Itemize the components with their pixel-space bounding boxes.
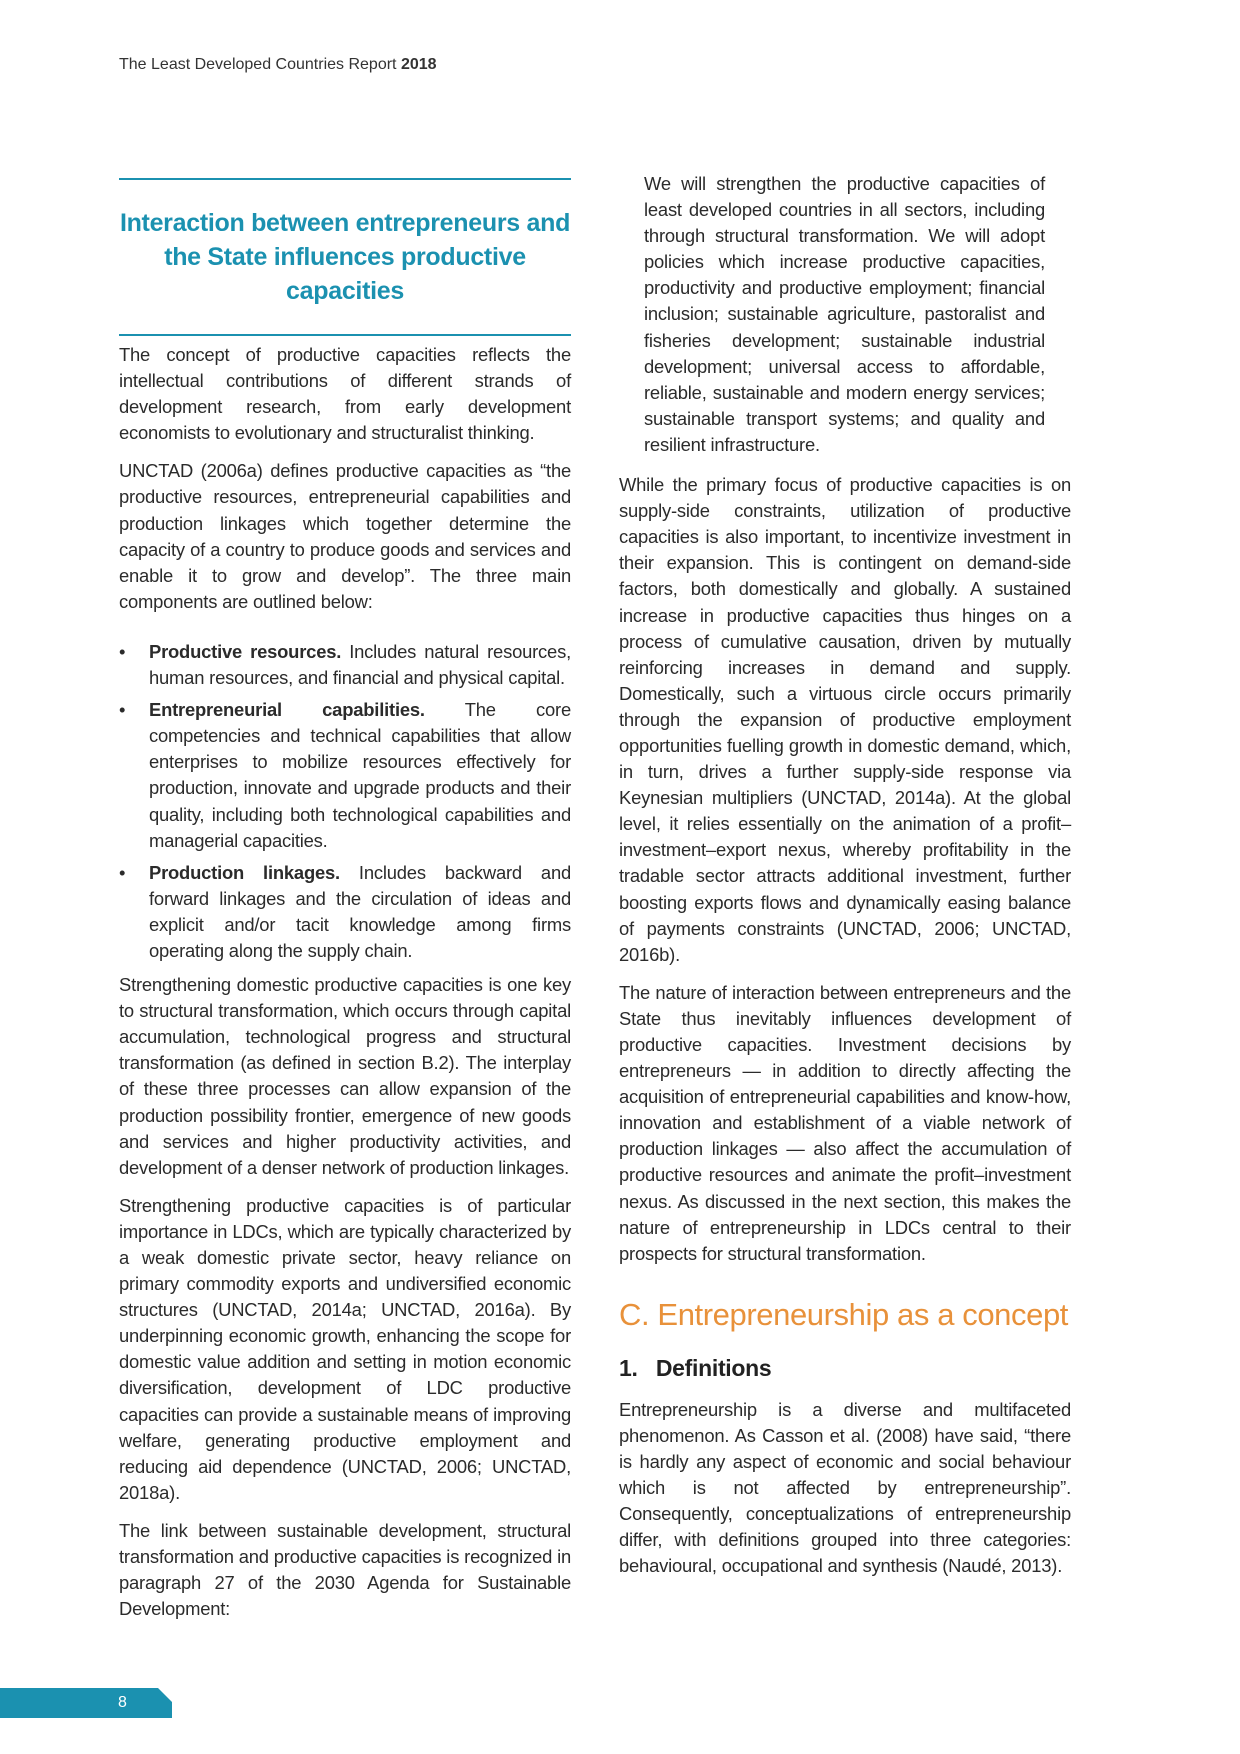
paragraph: Strengthening productive capacities is of particular importance in LDCs, which are typically characterized by a weak domestic private sector, heavy reliance on primary commodity exports and undiversified economic structures (UNCTAD, 2014a; UNCTAD, 2016a). By underpinning economic growth, enhancing the scope for domestic value addition and setting in motion economic diversification, development of LDC productive capacities can provide a sustainable means of improving welfare, generating productive employment and reducing aid dependence (UNCTAD, 2006; UNCTAD, 2018a). <box>119 1194 571 1503</box>
running-header <box>119 56 437 74</box>
list-item-term: Productive resources. <box>149 640 342 662</box>
paragraph: Strengthening domestic productive capacities is one key to structural transformation, which occurs through capital accumulation, technological progress and structural transformation (as defined in section B.2). The interplay of these three processes can allow expansion of the production possibility frontier, emergence of new goods and services and higher productivity activities, and development of a denser network of production linkages. <box>119 974 571 1178</box>
box-bottom-rule <box>119 334 571 336</box>
bullet-icon: • <box>119 640 126 662</box>
list-item-text: The core competencies and technical capabilities that allow enterprises to mobilize resources effectively for production, innovate and upgrade products and their quality, including both technological capabilities and managerial capacities. <box>149 699 571 851</box>
paragraph: While the primary focus of productive capacities is on supply-side constraints, utilization of productive capacities is also important, to incentivize investment in their expansion. This is contingent on demand-side factors, both domestically and globally. A sustained increase in productive capacities thus hinges on a process of cumulative causation, driven by mutually reinforcing increases in demand and supply. Domestically, such a virtuous circle occurs primarily through the expansion of productive employment opportunities fuelling growth in domestic demand, which, in turn, drives a further supply-side response via Keynesian multipliers (UNCTAD, 2014a). At the global level, it relies essentially on the animation of a profit–investment–export nexus, whereby profitability in the tradable sector attracts additional investment, further boosting exports flows and dynamically easing balance of payments constraints (UNCTAD, 2006; UNCTAD, 2016b). <box>619 474 1071 965</box>
bullet-icon: • <box>119 861 126 883</box>
paragraph: UNCTAD (2006a) defines productive capacities as “the productive resources, entrepreneurial capabilities and production linkages which together determine the capacity of a country to produce goods and services and enable it to grow and develop”. The three main components are outlined below: <box>119 460 571 612</box>
paragraph: The nature of interaction between entrepreneurs and the State thus inevitably influences development of productive capacities. Investment decisions by entrepreneurs — in addition to directly affecting the acquisition of entrepreneurial capabilities and know-how, innovation and establishment of a viable network of production linkages — also affect the accumulation of productive resources and animate the profit–investment nexus. As discussed in the next section, this makes the nature of entrepreneurship in LDCs central to their prospects for structural transformation. <box>619 981 1071 1264</box>
page-number: 8 <box>118 1694 127 1711</box>
list-item <box>119 860 571 964</box>
box-top-rule <box>119 178 571 180</box>
box-title-line-2: the State influences productive capacities <box>164 243 526 305</box>
components-list <box>119 639 571 964</box>
box-title-line-1: Interaction between entrepreneurs and <box>119 209 571 237</box>
report-year: 2018 <box>400 56 437 73</box>
paragraph: Entrepreneurship is a diverse and multifaceted phenomenon. As Casson et al. (2008) have said, “there is hardly any aspect of economic and social behaviour which is not affected by entrepreneurship”. Consequently, conceptualizations of entrepreneurship differ, with definitions grouped into three categories: behavioural, occupational and synthesis (Naudé, 2013). <box>619 1398 1071 1577</box>
list-item-term: Production linkages. <box>149 861 340 883</box>
section-heading: C. Entrepreneurship as a concept <box>619 1296 1069 1332</box>
paragraph: The link between sustainable development, structural transformation and productive capacities is recognized in paragraph 27 of the 2030 Agenda for Sustainable Development: <box>119 1519 571 1620</box>
quote-text: We will strengthen the productive capacities of least developed countries in all sectors, including through structural transformation. We will adopt policies which increase productive capacities, productivity and productive employment; financial inclusion; sustainable agriculture, pastoralist and fisheries development; sustainable industrial development; universal access to affordable, reliable, sustainable and modern energy services; sustainable transport systems; and quality and resilient infrastructure. <box>644 173 1045 455</box>
list-item <box>119 639 571 691</box>
list-item-text: Includes backward and forward linkages and the circulation of ideas and explicit and/or tacit knowledge among firms operating along the supply chain. <box>149 861 571 961</box>
list-item <box>119 697 571 854</box>
list-item-term: Entrepreneurial capabilities. <box>149 699 425 721</box>
left-column <box>119 178 571 1634</box>
bullet-icon: • <box>119 699 126 721</box>
box-title <box>119 206 571 308</box>
list-item-text: Includes natural resources, human resources, and financial and physical capital. <box>149 640 571 689</box>
right-column <box>619 171 1071 1592</box>
page-number-tab <box>0 1688 172 1718</box>
paragraph: The concept of productive capacities reflects the intellectual contributions of different strands of development research, from early development economists to evolutionary and structuralist thinking. <box>119 344 571 444</box>
agenda-quote <box>619 171 1071 458</box>
subsection-heading: 1. Definitions <box>619 1354 772 1381</box>
report-title: The Least Developed Countries Report <box>119 56 397 73</box>
